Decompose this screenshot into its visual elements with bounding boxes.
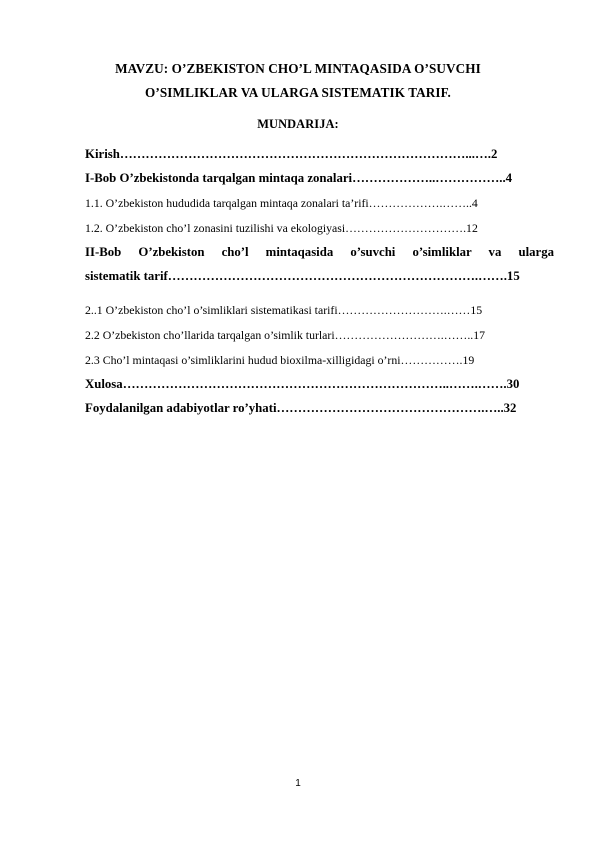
- document-title-line-2: O’SIMLIKLAR VA ULARGA SISTEMATIK TARIF.: [145, 85, 451, 100]
- toc-entry-section-1-2: 1.2. O’zbekiston cho’l zonasini tuzilishi va ekologiyasi………………………….12: [85, 221, 478, 235]
- toc-entry-references: Foydalanilgan adabiyotlar ro’yhati………………………………………….…..32: [85, 401, 517, 415]
- document-title-line-1: MAVZU: O’ZBEKISTON CHO’L MINTAQASIDA O’SUVCHI: [115, 61, 481, 76]
- toc-entry-chapter-1: I-Bob O’zbekistonda tarqalgan mintaqa zonalari………………..……………..4: [85, 171, 513, 185]
- toc-entry-chapter-2-line-2: sistematik tarif……………………………………………………………….…….15: [85, 269, 520, 283]
- toc-entry-section-2-2: 2.2 O’zbekiston cho’llarida tarqalgan o’simlik turlari……………………….……..17: [85, 328, 486, 342]
- toc-entry-chapter-2-line-1: II-Bob O’zbekiston cho’l mintaqasida o’suvchi o’simliklar va ularga: [85, 245, 554, 259]
- toc-entry-intro: Kirish………………………………………………………………………...….2: [85, 147, 498, 161]
- toc-entry-section-2-1: 2..1 O’zbekiston cho’l o’simliklari sistematikasi tarifi……………………….……15: [85, 303, 483, 317]
- toc-entry-section-1-1: 1.1. O’zbekiston hududida tarqalgan mintaqa zonalari ta’rifi……………….……..4: [85, 196, 478, 210]
- toc-entry-conclusion: Xulosa…………………………………………………………………..…….…….30: [85, 377, 520, 391]
- toc-entry-chapter-2: [85, 245, 554, 260]
- page-number: 1: [295, 778, 301, 789]
- contents-heading: MUNDARIJA:: [257, 117, 339, 131]
- toc-entry-section-2-3: 2.3 Cho’l mintaqasi o’simliklarini hudud bioxilma-xilligidagi o’rni…………….19: [85, 353, 475, 367]
